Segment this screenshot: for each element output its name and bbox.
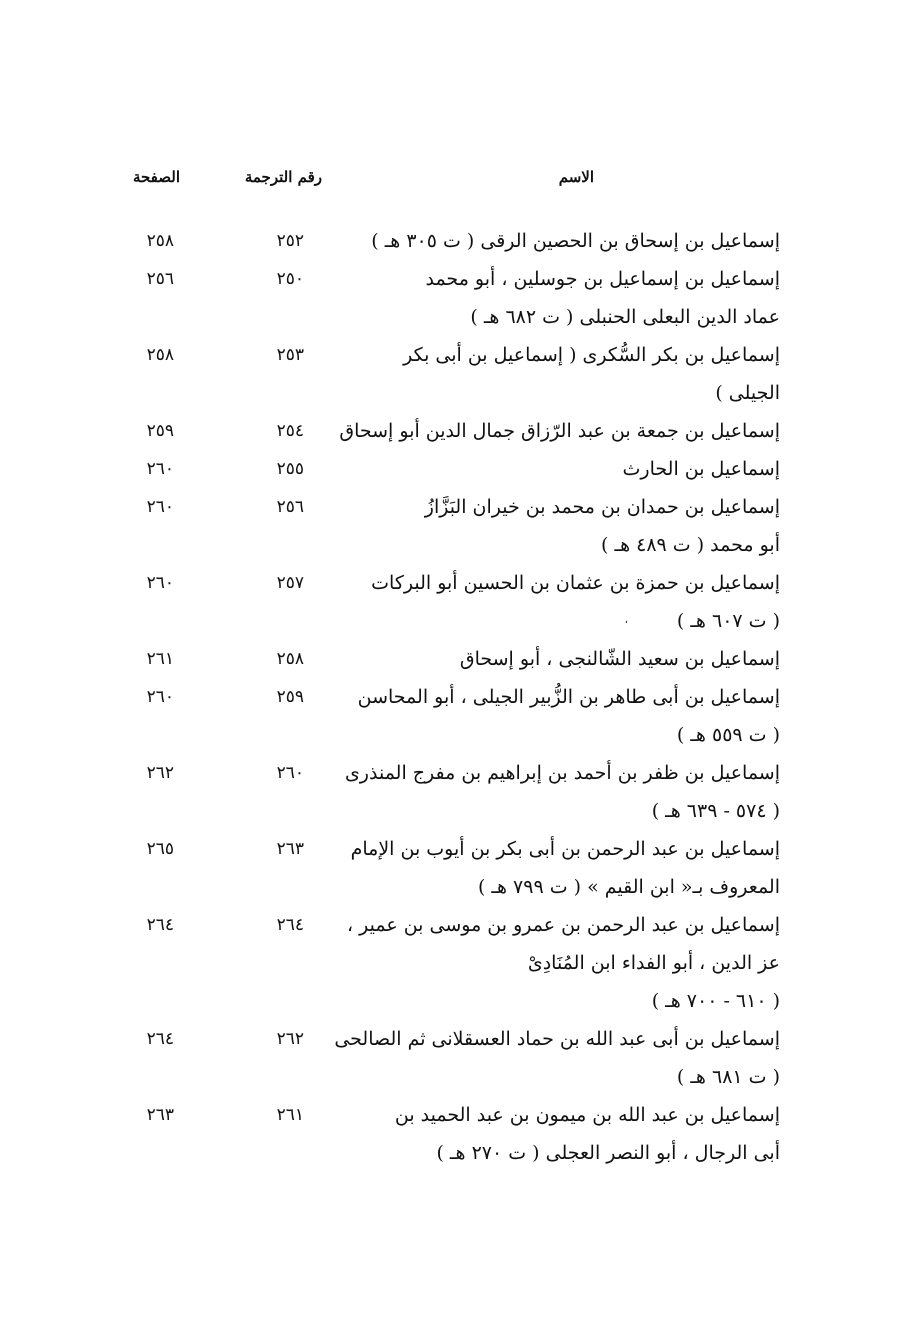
index-entry <box>0 222 918 260</box>
entry-page-number: ٢٦٥ <box>146 839 174 859</box>
entry-first-line <box>0 450 918 488</box>
entry-name: إسماعيل بن الحارث <box>622 458 780 480</box>
entry-name: إسماعيل بن عبد الرحمن بن عمرو بن موسى بن عمير ، <box>346 914 780 936</box>
entry-continuation-line <box>0 982 918 1020</box>
index-entry <box>0 830 918 906</box>
entry-name: أبى الرجال ، أبو النصر العجلى ( ت ٢٧٠ هـ ) <box>436 1142 780 1164</box>
entry-name: إسماعيل بن حمدان بن محمد بن خيران البَزَّازُ <box>424 496 780 518</box>
index-entry <box>0 678 918 754</box>
entry-page-number: ٢٦٠ <box>146 459 174 479</box>
header-name: الاسم <box>558 168 594 186</box>
entry-name: إسماعيل بن أبى طاهر بن الزُّبير الجيلى ، أبو المحاسن <box>357 686 780 708</box>
entry-continuation-line <box>0 374 918 412</box>
entry-continuation-line <box>0 1134 918 1172</box>
entry-name: ( ت ٦٠٧ هـ ) <box>676 610 780 632</box>
entry-name: إسماعيل بن سعيد الشّالنجى ، أبو إسحاق <box>459 648 780 670</box>
index-entry <box>0 412 918 450</box>
index-entry <box>0 564 918 640</box>
column-headers <box>0 168 918 198</box>
entry-name: إسماعيل بن ظفر بن أحمد بن إبراهيم بن مفرج المنذرى <box>344 762 780 784</box>
entry-translation-number: ٢٦٣ <box>276 839 304 859</box>
entry-translation-number: ٢٥٧ <box>276 573 304 593</box>
entry-continuation-line <box>0 602 918 640</box>
entry-continuation-line <box>0 792 918 830</box>
entry-first-line <box>0 830 918 868</box>
entry-name: عماد الدين البعلى الحنبلى ( ت ٦٨٢ هـ ) <box>470 306 780 328</box>
entry-page-number: ٢٦٤ <box>146 915 174 935</box>
entry-name: ( ٥٧٤ - ٦٣٩ هـ ) <box>651 800 780 822</box>
entry-page-number: ٢٥٦ <box>146 269 174 289</box>
index-entry <box>0 336 918 412</box>
entry-page-number: ٢٦٤ <box>146 1029 174 1049</box>
entry-translation-number: ٢٦١ <box>276 1105 304 1125</box>
entry-page-number: ٢٥٩ <box>146 421 174 441</box>
entry-name: ( ت ٦٨١ هـ ) <box>676 1066 780 1088</box>
entry-name: إسماعيل بن أبى عبد الله بن حماد العسقلانى ثم الصالحى <box>334 1028 780 1050</box>
entry-first-line <box>0 906 918 944</box>
entry-translation-number: ٢٥٣ <box>276 345 304 365</box>
entry-translation-number: ٢٥٩ <box>276 687 304 707</box>
index-entry <box>0 260 918 336</box>
entry-first-line <box>0 412 918 450</box>
entry-first-line <box>0 564 918 602</box>
entry-translation-number: ٢٥٠ <box>276 269 304 289</box>
entry-page-number: ٢٦٠ <box>146 687 174 707</box>
entry-name: المعروف بـ« ابن القيم » ( ت ٧٩٩ هـ ) <box>477 876 780 898</box>
entry-translation-number: ٢٦٢ <box>276 1029 304 1049</box>
entry-translation-number: ٢٥٤ <box>276 421 304 441</box>
entry-page-number: ٢٦٣ <box>146 1105 174 1125</box>
stray-mark: ، <box>624 615 628 626</box>
entry-page-number: ٢٦٢ <box>146 763 174 783</box>
entry-name: أبو محمد ( ت ٤٨٩ هـ ) <box>601 534 780 556</box>
entry-name: عز الدين ، أبو الفداء ابن المُنَادِىْ <box>527 952 780 974</box>
entry-continuation-line <box>0 944 918 982</box>
entry-name: إسماعيل بن عبد الرحمن بن أبى بكر بن أيوب بن الإمام <box>350 838 780 860</box>
index-entry <box>0 1020 918 1096</box>
entry-page-number: ٢٥٨ <box>146 345 174 365</box>
entry-first-line <box>0 1020 918 1058</box>
header-translation-number: رقم الترجمة <box>244 168 322 186</box>
entry-first-line <box>0 222 918 260</box>
index-entry <box>0 754 918 830</box>
entry-name: إسماعيل بن عبد الله بن ميمون بن عبد الحميد بن <box>394 1104 780 1126</box>
entry-first-line <box>0 678 918 716</box>
index-entry <box>0 640 918 678</box>
entry-first-line <box>0 336 918 374</box>
index-entry <box>0 1096 918 1172</box>
entry-first-line <box>0 640 918 678</box>
index-entry <box>0 906 918 1020</box>
entry-first-line <box>0 260 918 298</box>
entry-continuation-line <box>0 526 918 564</box>
entry-translation-number: ٢٥٥ <box>276 459 304 479</box>
entry-translation-number: ٢٥٢ <box>276 231 304 251</box>
entry-continuation-line <box>0 298 918 336</box>
index-entry <box>0 450 918 488</box>
entry-first-line <box>0 754 918 792</box>
entry-name: الجيلى ) <box>715 382 780 404</box>
header-page: الصفحة <box>132 168 180 186</box>
entry-continuation-line <box>0 716 918 754</box>
entry-name: إسماعيل بن جمعة بن عبد الرّزاق جمال الدين أبو إسحاق <box>339 420 780 442</box>
entry-translation-number: ٢٥٦ <box>276 497 304 517</box>
entry-name: إسماعيل بن بكر السُّكرى ( إسماعيل بن أبى بكر <box>403 344 780 366</box>
entry-page-number: ٢٦١ <box>146 649 174 669</box>
entry-name: إسماعيل بن حمزة بن عثمان بن الحسين أبو البركات <box>371 572 780 594</box>
entry-translation-number: ٢٦٠ <box>276 763 304 783</box>
entry-name: إسماعيل بن إسماعيل بن جوسلين ، أبو محمد <box>425 268 780 290</box>
entry-name: ( ت ٥٥٩ هـ ) <box>676 724 780 746</box>
entry-page-number: ٢٥٨ <box>146 231 174 251</box>
entry-first-line <box>0 488 918 526</box>
entry-translation-number: ٢٦٤ <box>276 915 304 935</box>
entry-page-number: ٢٦٠ <box>146 497 174 517</box>
entry-name: ( ٦١٠ - ٧٠٠ هـ ) <box>651 990 780 1012</box>
entry-page-number: ٢٦٠ <box>146 573 174 593</box>
entry-continuation-line <box>0 868 918 906</box>
entry-name: إسماعيل بن إسحاق بن الحصين الرقى ( ت ٣٠٥ هـ ) <box>371 230 780 252</box>
entry-first-line <box>0 1096 918 1134</box>
entries-list <box>0 222 918 1172</box>
entry-translation-number: ٢٥٨ <box>276 649 304 669</box>
index-entry <box>0 488 918 564</box>
entry-continuation-line <box>0 1058 918 1096</box>
